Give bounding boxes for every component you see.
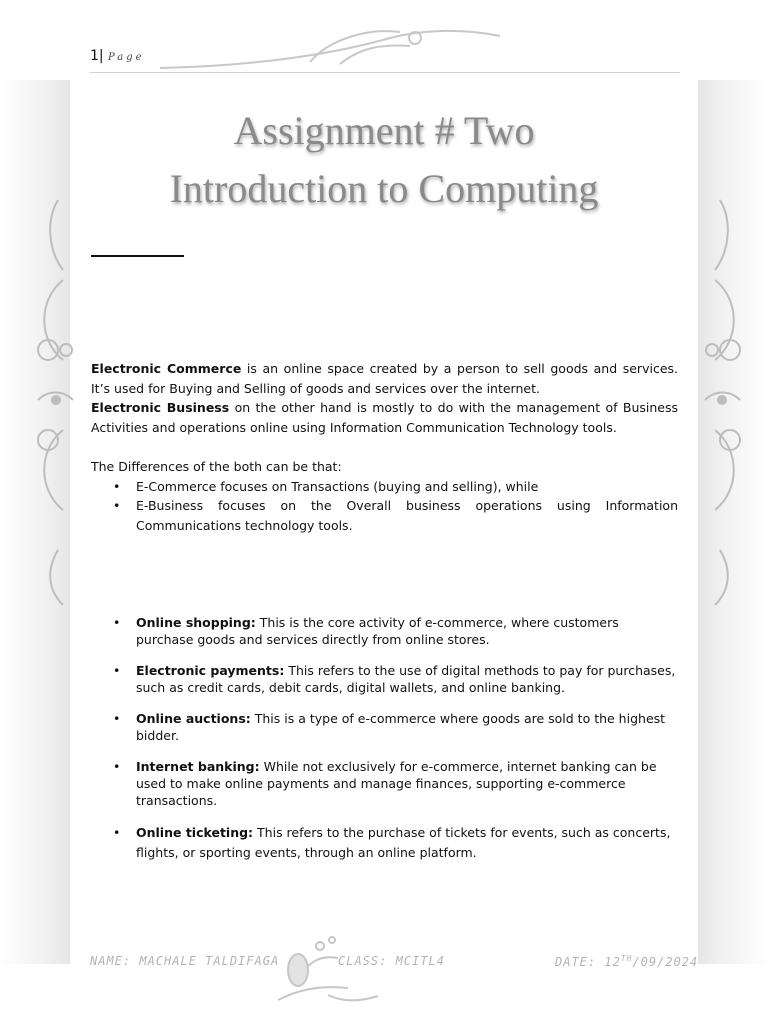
list-item: • Electronic payments: This refers to the use of digital methods to pay for purchases, such as credit cards, debit cards, digital wallets, and online banking. bbox=[113, 663, 676, 695]
page-label: Page bbox=[108, 52, 145, 63]
section-rule bbox=[91, 255, 184, 257]
title-line-1: Assignment # Two bbox=[233, 108, 535, 153]
definition-paragraph bbox=[91, 398, 678, 437]
bullet-icon: • bbox=[113, 615, 121, 630]
footer-date: DATE: 12TH/09/2024 bbox=[555, 954, 699, 969]
bullet-icon: • bbox=[113, 825, 121, 840]
definition-term: Electronic Business bbox=[91, 400, 230, 415]
title-line-2: Introduction to Computing bbox=[169, 166, 599, 211]
bullet-icon: • bbox=[113, 663, 121, 678]
definitions-section bbox=[91, 359, 678, 437]
list-item: • Internet banking: While not exclusively for e-commerce, internet banking can be used to make online payments and manage finances, supporting e-commerce transactions. bbox=[113, 759, 657, 808]
bullet-icon: • bbox=[113, 478, 121, 494]
bullet-icon: • bbox=[113, 498, 121, 513]
activities-section bbox=[91, 614, 678, 877]
differences-intro: The Differences of the both can be that: bbox=[91, 459, 342, 474]
footer-class: CLASS: MCITL4 bbox=[338, 954, 445, 968]
list-item: • E-Commerce focuses on Transactions (buying and selling), while bbox=[91, 477, 678, 497]
footer-name: NAME: MACHALE TALDIFAGA bbox=[90, 954, 280, 968]
page-number: 1| bbox=[90, 48, 104, 64]
bullet-icon: • bbox=[113, 711, 121, 726]
definition-text: on the other hand is mostly to do with the management of Business Activities and operations online using Information Communication Technology tools. bbox=[91, 400, 679, 435]
list-item: • Online ticketing: This refers to the purchase of tickets for events, such as concerts, flights, or sporting events, through an online platform. bbox=[113, 825, 671, 860]
list-item: • E-Business focuses on the Overall business operations using Information Communications technology tools. bbox=[113, 498, 678, 533]
footer-floral-ornament-icon bbox=[268, 930, 388, 1010]
bullet-icon: • bbox=[113, 759, 121, 774]
definition-paragraph bbox=[91, 359, 678, 398]
list-item: • Online shopping: This is the core activity of e-commerce, where customers purchase goods and services directly from online stores. bbox=[113, 615, 619, 647]
left-floral-ornament-icon bbox=[18, 190, 88, 610]
page-header bbox=[90, 46, 680, 73]
differences-section bbox=[91, 457, 678, 535]
differences-list bbox=[91, 477, 678, 536]
header-swirl-ornament-icon bbox=[160, 18, 510, 74]
list-item: • Online auctions: This is a type of e-commerce where goods are sold to the highest bidder. bbox=[113, 711, 666, 743]
right-floral-ornament-icon bbox=[690, 190, 760, 610]
definition-term: Electronic Commerce bbox=[91, 361, 242, 376]
activities-list bbox=[91, 614, 678, 863]
definition-text: is an online space created by a person to sell goods and services. It’s used for Buying and Selling of goods and services over the internet. bbox=[91, 361, 678, 396]
